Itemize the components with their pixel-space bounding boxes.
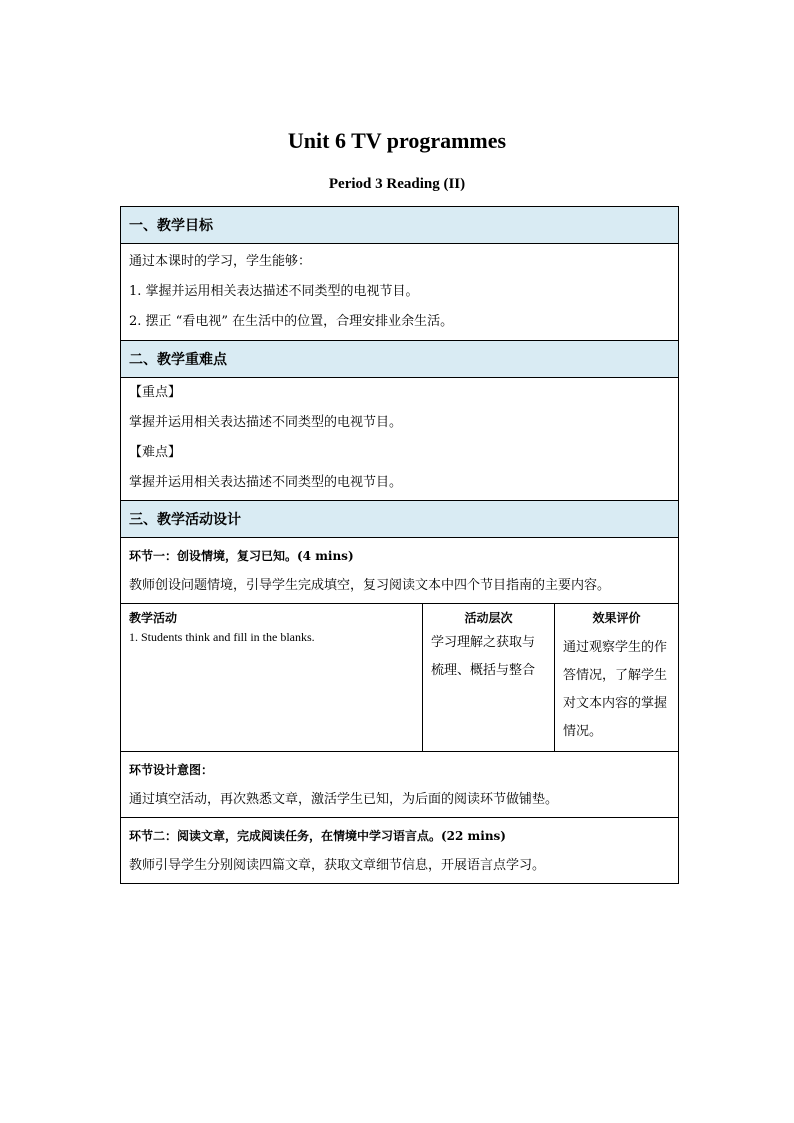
evaluation-column-header: 效果评价 xyxy=(592,611,641,625)
page-title: Unit 6 TV programmes xyxy=(287,128,507,153)
lesson-plan-table xyxy=(120,206,679,884)
design-intent-cell xyxy=(121,752,679,818)
activity-text: 1. Students think and fill in the blanks. xyxy=(129,630,315,644)
level-column-header: 活动层次 xyxy=(464,611,513,625)
objectives-cell xyxy=(121,244,679,341)
section-header-objectives: 一、教学目标 xyxy=(121,207,679,244)
stage1-cell xyxy=(121,538,679,604)
evaluation-text: 通过观察学生的作答情况，了解学生对文本内容的掌握情况。 xyxy=(563,640,668,739)
evaluation-cell xyxy=(555,604,679,752)
key-points-cell xyxy=(121,378,679,501)
stage1-desc: 教师创设问题情境，引导学生完成填空，复习阅读文本中四个节目指南的主要内容。 xyxy=(129,578,611,593)
objective-item: 2. 摆正 “看电视” 在生活中的位置，合理安排业余生活。 xyxy=(129,314,454,329)
key-label: 【重点】 xyxy=(129,385,182,400)
stage2-desc: 教师引导学生分别阅读四篇文章，获取文章细节信息，开展语言点学习。 xyxy=(129,858,546,873)
section-header-key-points: 二、教学重难点 xyxy=(121,341,679,378)
objective-item: 1. 掌握并运用相关表达描述不同类型的电视节目。 xyxy=(129,284,419,299)
activity-cell xyxy=(121,604,423,752)
difficult-label: 【难点】 xyxy=(129,445,182,460)
key-text: 掌握并运用相关表达描述不同类型的电视节目。 xyxy=(129,415,403,430)
stage2-cell xyxy=(121,818,679,884)
design-intent-text: 通过填空活动，再次熟悉文章，激活学生已知，为后面的阅读环节做铺垫。 xyxy=(129,792,559,807)
stage1-title: 环节一：创设情境，复习已知。(4 mins) xyxy=(129,549,354,563)
difficult-text: 掌握并运用相关表达描述不同类型的电视节目。 xyxy=(129,475,403,490)
section-header-activities: 三、教学活动设计 xyxy=(121,501,679,538)
stage2-title: 环节二：阅读文章，完成阅读任务，在情境中学习语言点。(22 mins) xyxy=(129,829,506,843)
activity-column-header: 教学活动 xyxy=(129,611,178,625)
design-intent-title: 环节设计意图： xyxy=(129,763,214,777)
page-subtitle: Period 3 Reading (II) xyxy=(328,176,466,192)
level-text: 学习理解之获取与梳理、概括与整合 xyxy=(431,635,536,678)
level-cell xyxy=(423,604,555,752)
objectives-intro: 通过本课时的学习，学生能够： xyxy=(129,254,312,269)
